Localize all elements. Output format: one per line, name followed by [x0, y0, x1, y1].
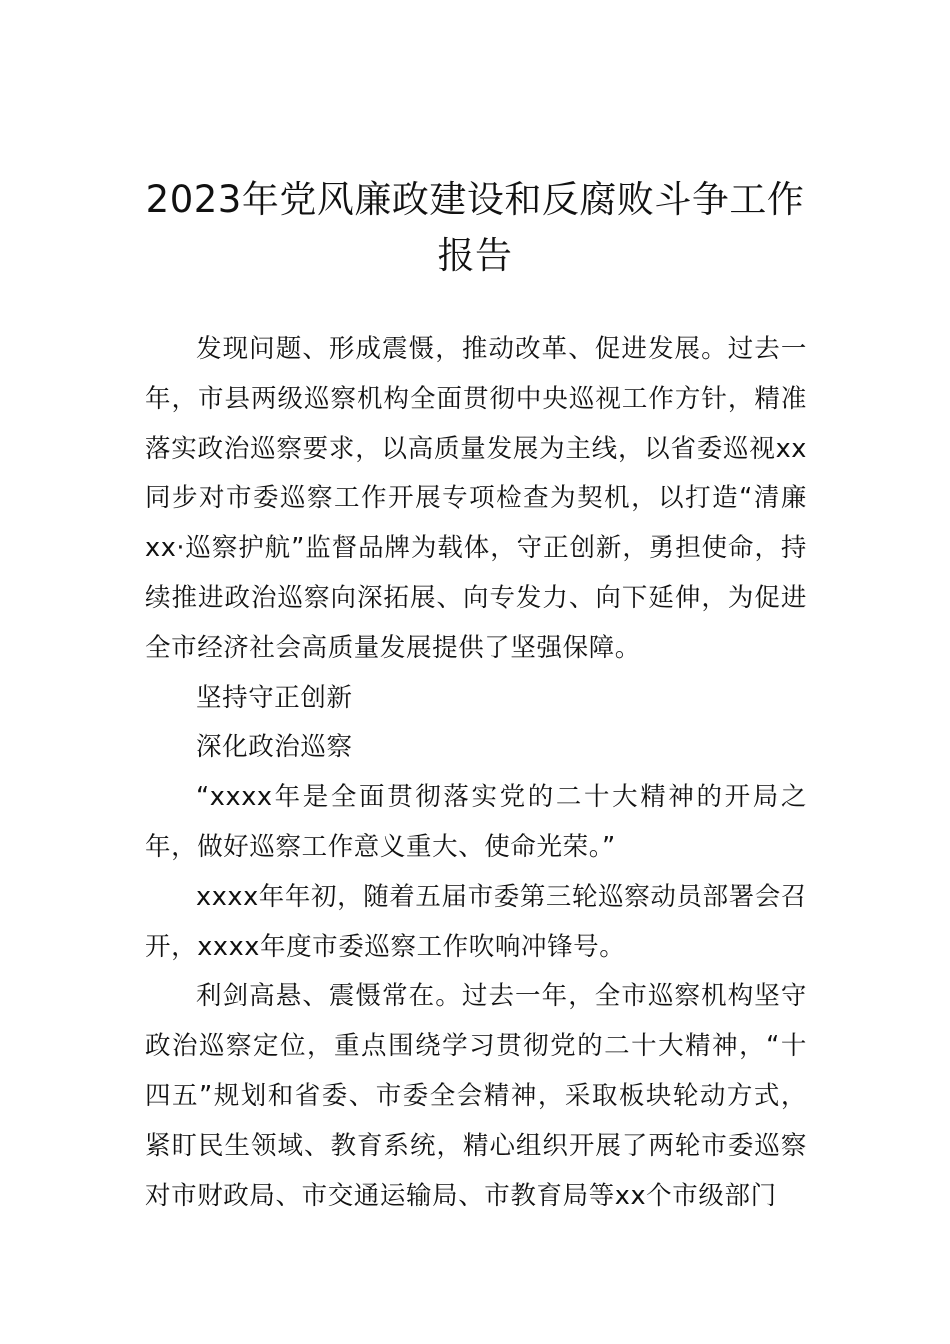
- document-body: [145, 325, 807, 1221]
- paragraph: 发现问题、形成震慑，推动改革、促进发展。过去一年，市县两级巡察机构全面贯彻中央巡视工作方针，精准落实政治巡察要求，以高质量发展为主线，以省委巡视xx同步对市委巡察工作开展专项检查为契机，以打造“清廉xx·巡察护航”监督品牌为载体，守正创新，勇担使命，持续推进政治巡察向深拓展、向专发力、向下延伸，为促进全市经济社会高质量发展提供了坚强保障。: [145, 334, 807, 663]
- paragraph: 利剑高悬、震慑常在。过去一年，全市巡察机构坚守政治巡察定位，重点围绕学习贯彻党的二十大精神，“十四五”规划和省委、市委全会精神，采取板块轮动方式，紧盯民生领域、教育系统，精心组织开展了两轮市委巡察对市财政局、市交通运输局、市教育局等xx个市级部门: [145, 981, 807, 1211]
- section-heading: 深化政治巡察: [196, 732, 353, 763]
- paragraph: “xxxx年是全面贯彻落实党的二十大精神的开局之年，做好巡察工作意义重大、使命光荣。”: [145, 782, 807, 862]
- paragraph: xxxx年年初，随着五届市委第三轮巡察动员部署会召开，xxxx年度市委巡察工作吹响冲锋号。: [145, 881, 807, 962]
- section-heading: 坚持守正创新: [196, 682, 353, 713]
- document-title: 2023年党风廉政建设和反腐败斗争工作报告: [145, 178, 805, 277]
